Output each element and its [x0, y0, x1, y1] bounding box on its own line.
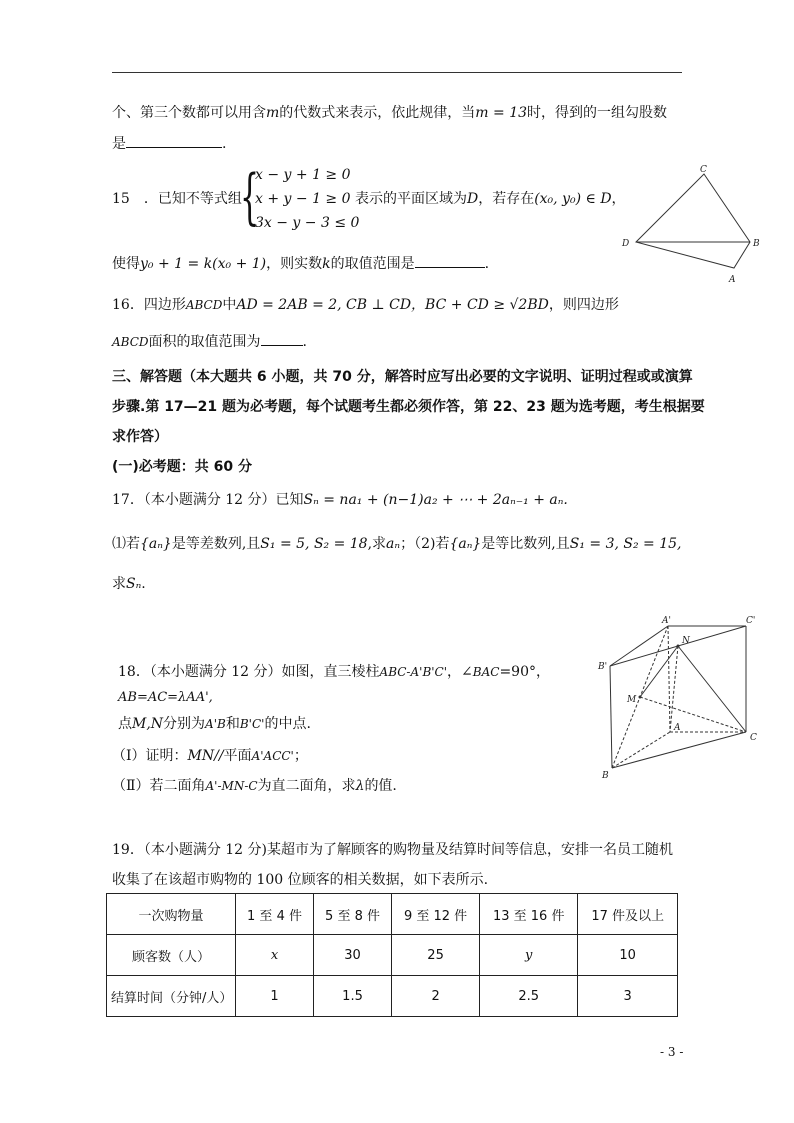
system-brace: {: [240, 162, 260, 232]
table-cell: 1.5: [314, 976, 392, 1017]
p18-q2: （Ⅱ）若二面角A'-MN-C为直二面角，求λ的值.: [112, 778, 397, 794]
p18-line2: AB=AC=λAA',: [118, 690, 213, 705]
quadrilateral-figure: [616, 162, 766, 287]
p16-line1: 16．四边形ABCD中AD = 2AB = 2, CB ⊥ CD，BC + CD ≥ √2BD，则四边形: [112, 297, 619, 313]
p15-ineq1: x − y + 1 ≥ 0: [255, 167, 351, 183]
table-cell: 1 至 4 件: [236, 894, 314, 935]
section3-line2: 步骤.第 17—21 题为必考题，每个试题考生都必须作答，第 22、23 题为选考题，考生根据要: [112, 399, 705, 415]
table-cell: 17 件及以上: [578, 894, 678, 935]
table-row: [107, 935, 678, 976]
section3-sub: (一)必考题：共 60 分: [112, 459, 253, 475]
table-cell: 结算时间（分钟/人）: [107, 976, 236, 1017]
label-b-prime: B': [598, 662, 608, 672]
label-c-prime: C': [746, 616, 756, 626]
p15-label: 15 ．已知不等式组: [112, 191, 242, 207]
answer-blank: [126, 133, 222, 148]
answer-blank: [415, 253, 485, 268]
table-cell: 2: [392, 976, 480, 1017]
p18-line1: 18．（本小题满分 12 分）如图，直三棱柱ABC-A'B'C'，∠BAC=90°，: [118, 664, 550, 680]
label-a: A: [674, 723, 681, 733]
table-cell: 3: [578, 976, 678, 1017]
purchase-table: [106, 893, 678, 1017]
prism-figure: [596, 612, 766, 807]
table-cell: 5 至 8 件: [314, 894, 392, 935]
label-d: D: [622, 239, 630, 249]
p16-line2: ABCD面积的取值范围为 .: [112, 331, 307, 352]
table-cell: 1: [236, 976, 314, 1017]
section3-line1: 三、解答题（本大题共 6 小题，共 70 分，解答时应写出必要的文字说明、证明过程或或演算: [112, 369, 693, 385]
label-n: N: [682, 636, 690, 646]
header-rule: [112, 72, 682, 73]
p14-line2: 是 .: [112, 133, 226, 154]
table-cell: 25: [392, 935, 480, 976]
p14-line1: 个、第三个数都可以用含m的代数式来表示，依此规律，当m = 13时，得到的一组勾股数: [112, 105, 668, 121]
table-cell: x: [236, 935, 314, 976]
p18-line3: 点M,N分别为A'B和B'C'的中点.: [118, 716, 311, 732]
label-c: C: [750, 733, 757, 743]
page-number: - 3 -: [660, 1045, 684, 1059]
table-row: [107, 976, 678, 1017]
label-c: C: [700, 165, 707, 175]
p15-ineq2: x + y − 1 ≥ 0 表示的平面区域为D，若存在(x₀, y₀) ∈ D，: [255, 191, 626, 207]
p19-line1: 19．（本小题满分 12 分)某超市为了解顾客的购物量及结算时间等信息，安排一名员工随机: [112, 842, 673, 858]
p17-line3: 求Sₙ.: [112, 576, 146, 592]
table-cell: 9 至 12 件: [392, 894, 480, 935]
p19-line2: 收集了在该超市购物的 100 位顾客的相关数据，如下表所示.: [112, 872, 489, 888]
answer-blank: [261, 331, 303, 346]
p18-q1: （Ⅰ）证明：MN//平面A'ACC'；: [112, 748, 308, 764]
p17-line2: ⑴若{aₙ}是等差数列,且S₁ = 5, S₂ = 18,求aₙ；（2)若{aₙ}是等比数列,且S₁ = 3, S₂ = 15,: [112, 536, 682, 552]
table-cell: 10: [578, 935, 678, 976]
label-b: B: [753, 239, 760, 249]
p15-line2: 使得y₀ + 1 = k(x₀ + 1)，则实数k的取值范围是 .: [112, 253, 489, 274]
table-cell: 30: [314, 935, 392, 976]
label-a-prime: A': [662, 616, 671, 626]
table-cell: 顾客数（人）: [107, 935, 236, 976]
section3-line3: 求作答）: [112, 429, 168, 445]
label-b: B: [602, 771, 609, 781]
label-m: M: [627, 695, 637, 705]
table-cell: y: [480, 935, 578, 976]
p15-ineq3: 3x − y − 3 ≤ 0: [255, 215, 360, 231]
p17-line1: 17．（本小题满分 12 分）已知Sₙ = na₁ + (n−1)a₂ + ⋯ + 2aₙ₋₁ + aₙ.: [112, 492, 568, 508]
table-cell: 一次购物量: [107, 894, 236, 935]
table-cell: 2.5: [480, 976, 578, 1017]
label-a: A: [729, 275, 736, 285]
table-row: [107, 894, 678, 935]
table-cell: 13 至 16 件: [480, 894, 578, 935]
